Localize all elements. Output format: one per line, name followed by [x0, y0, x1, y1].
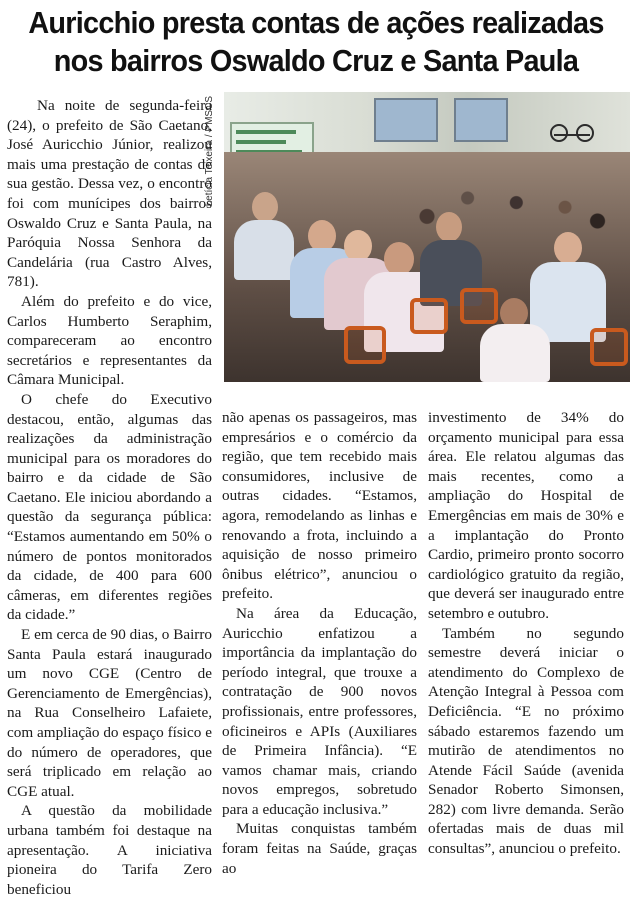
paragraph: Na área da Educação, Auricchio enfatizou a importância da implantação do período integral, que trouxe a contratação de 900 novos profissionais, entre professores, oficineiros e APIs (Auxiliares de Primeira Infância). “E vamos chamar mais, criando novos empregos, sobretudo para a educação inclusiva.”	[222, 604, 417, 818]
paragraph: Muitas conquistas também foram feitas na Saúde, graças ao	[222, 820, 417, 877]
paragraph: investimento de 34% do orçamento municipal para essa área. Ele relatou algumas das mais recentes, como a ampliação do Hospital de Emergências em mais de 30% e a implantação do Pronto Cardio, primeiro pronto socorro cardiológico gratuito da região, que deverá ser inaugurado entre setembro e outubro.	[428, 409, 624, 622]
photo-person	[252, 192, 278, 222]
photo-person	[554, 232, 582, 264]
paragraph: A questão da mobilidade urbana também foi destaque na apresentação. A iniciativa pioneira do Tarifa Zero beneficiou	[7, 802, 212, 898]
paragraph: Também no segundo semestre deverá iniciar o atendimento do Complexo de Atenção Integral à Pessoa com Deficiência. “E no próximo sábado estaremos fazendo um mutirão de atendimentos no Atende Fácil Saúde (avenida Senador Roberto Simonsen, 282) com livre demanda. Serão ofertadas mais de duas mil consultas”, anunciou o prefeito.	[428, 624, 624, 858]
photo-person	[480, 324, 550, 382]
article-headline	[22, 4, 610, 80]
photo-person	[234, 220, 294, 280]
article-column-3	[428, 408, 624, 859]
paragraph: Além do prefeito e do vice, Carlos Humberto Seraphim, compareceram ao encontro secretários e representantes da Câmara Municipal.	[7, 292, 212, 389]
article-column-2	[222, 408, 417, 878]
article-photo	[224, 92, 630, 382]
photo-person	[436, 212, 462, 242]
article-column-1	[7, 96, 212, 899]
photo-window	[454, 98, 508, 142]
paragraph: Na noite de segunda-feira (24), o prefeito de São Caetano, José Auricchio Júnior, realizou mais uma prestação de contas de sua gestão. Dessa vez, o encontro foi com munícipes dos bairros Oswaldo Cruz e Santa Paula, na Paróquia Nossa Senhora da Candelária (rua Castro Alves, 781).	[7, 97, 212, 291]
photo-chair	[460, 288, 498, 324]
photo-chair	[590, 328, 628, 366]
photo-person	[384, 242, 414, 276]
paragraph: E em cerca de 90 dias, o Bairro Santa Paula estará inaugurado um novo CGE (Centro de Gerenciamento de Emergências), na Rua Conselheiro Lafaiete, com ampliação do espaço físico e do número de operadores, que será triplicado em relação ao CGE atual.	[7, 626, 212, 800]
photo-credit-text: Letícia Teixeira / PMSCS	[204, 96, 215, 207]
photo-bicycle	[554, 114, 590, 136]
headline-line-2: nos bairros Oswaldo Cruz e Santa Paula	[53, 43, 579, 78]
headline-line-1: Auricchio presta contas de ações realizadas	[28, 5, 604, 40]
paragraph: não apenas os passageiros, mas empresários e o comércio da região, que tem recebido mais consumidores, inclusive de outras cidades. “Estamos, agora, remodelando as linhas e renovando a frota, incluindo a aquisição de nosso primeiro ônibus elétrico”, anunciou o prefeito.	[222, 409, 417, 603]
photo-chair	[344, 326, 386, 364]
paragraph: O chefe do Executivo destacou, então, algumas das realizações da administração municipal para os moradores do bairro e da cidade de São Caetano. Ele iniciou abordando a questão da segurança pública: “Estamos aumentando em 50% o número de pontos monitorados da cidade, de 400 para 600 câmeras, em diferentes regiões da cidade.”	[7, 390, 212, 624]
photo-chair	[410, 298, 448, 334]
photo-window	[374, 98, 438, 142]
